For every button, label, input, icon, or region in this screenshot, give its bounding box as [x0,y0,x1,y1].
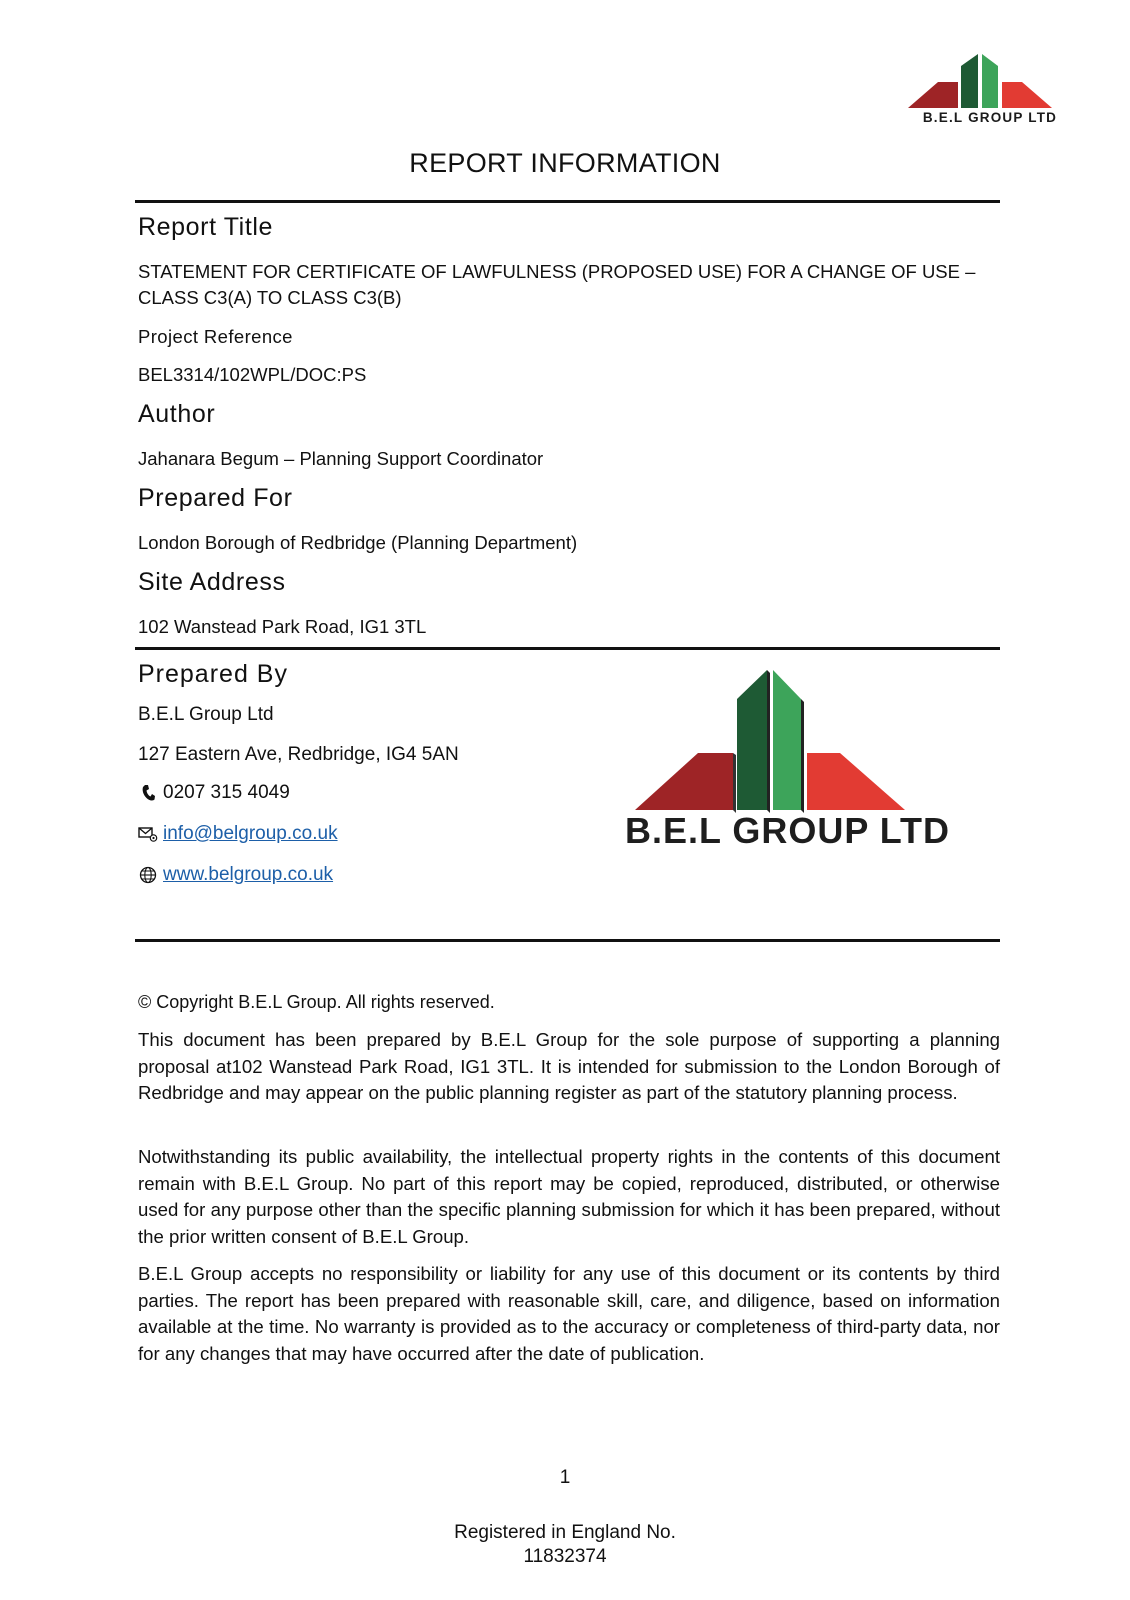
registration-footer [0,1521,1130,1569]
divider [135,200,1000,203]
email-link[interactable]: info@belgroup.co.uk [163,823,338,844]
site-address-value: 102 Wanstead Park Road, IG1 3TL [138,616,427,637]
divider [135,939,1000,942]
email-line [138,823,338,845]
logo-buildings-icon [615,665,960,815]
company-logo-large [615,665,960,865]
globe-icon [138,865,158,885]
copyright-notice: © Copyright B.E.L Group. All rights reserved. [138,992,495,1012]
legal-paragraph: Notwithstanding its public availability, the intellectual property rights in the contents of this document remain with B.E.L Group. No part of this report may be copied, reproduced, distributed, or otherwise used for any purpose other than the specific planning submission for which it has been prepared, without the prior written consent of B.E.L Group. [138,1146,1000,1247]
project-reference-value: BEL3314/102WPL/DOC:PS [138,364,367,385]
website-line [138,864,333,886]
report-title-label: Report Title [138,213,274,241]
registration-number: 11832374 [523,1546,607,1567]
phone-number: 0207 315 4049 [163,782,290,803]
page-number: 1 [559,1467,571,1488]
company-logo-small [900,52,1080,132]
prepared-for-value: London Borough of Redbridge (Planning Department) [138,532,578,553]
registration-line-1: Registered in England No. [454,1522,676,1543]
company-address: 127 Eastern Ave, Redbridge, IG4 5AN [138,744,459,765]
company-name: B.E.L Group Ltd [138,704,274,725]
website-link[interactable]: www.belgroup.co.uk [163,864,334,885]
report-title-value: STATEMENT FOR CERTIFICATE OF LAWFULNESS (PROPOSED USE) FOR A CHANGE OF USE – CLASS C3(A) TO CLASS C3(B) [138,261,976,308]
divider [135,647,1000,650]
email-icon [138,824,158,844]
site-address-label: Site Address [138,568,286,596]
phone-icon [138,783,158,803]
logo-wordmark: B.E.L GROUP LTD [922,110,1058,125]
prepared-by-label: Prepared By [138,660,288,688]
prepared-for-label: Prepared For [138,484,293,512]
legal-paragraph: This document has been prepared by B.E.L Group for the sole purpose of supporting a planning proposal at102 Wanstead Park Road, IG1 3TL. It is intended for submission to the London Borough of Redbridge and may appear on the public planning register as part of the statutory planning process. [138,1029,1000,1103]
page-title: REPORT INFORMATION [409,148,721,178]
author-value: Jahanara Begum – Planning Support Coordinator [138,448,544,469]
logo-buildings-icon [900,52,1080,112]
legal-paragraph: B.E.L Group accepts no responsibility or liability for any use of this document or its contents by third parties. The report has been prepared with reasonable skill, care, and diligence, based on information available at the time. No warranty is provided as to the accuracy or completeness of third-party data, nor for any changes that may have occurred after the date of publication. [138,1263,1000,1364]
phone-line [138,782,290,804]
logo-wordmark: B.E.L GROUP LTD [624,810,951,851]
author-label: Author [138,400,216,428]
project-reference-label: Project Reference [138,326,293,347]
